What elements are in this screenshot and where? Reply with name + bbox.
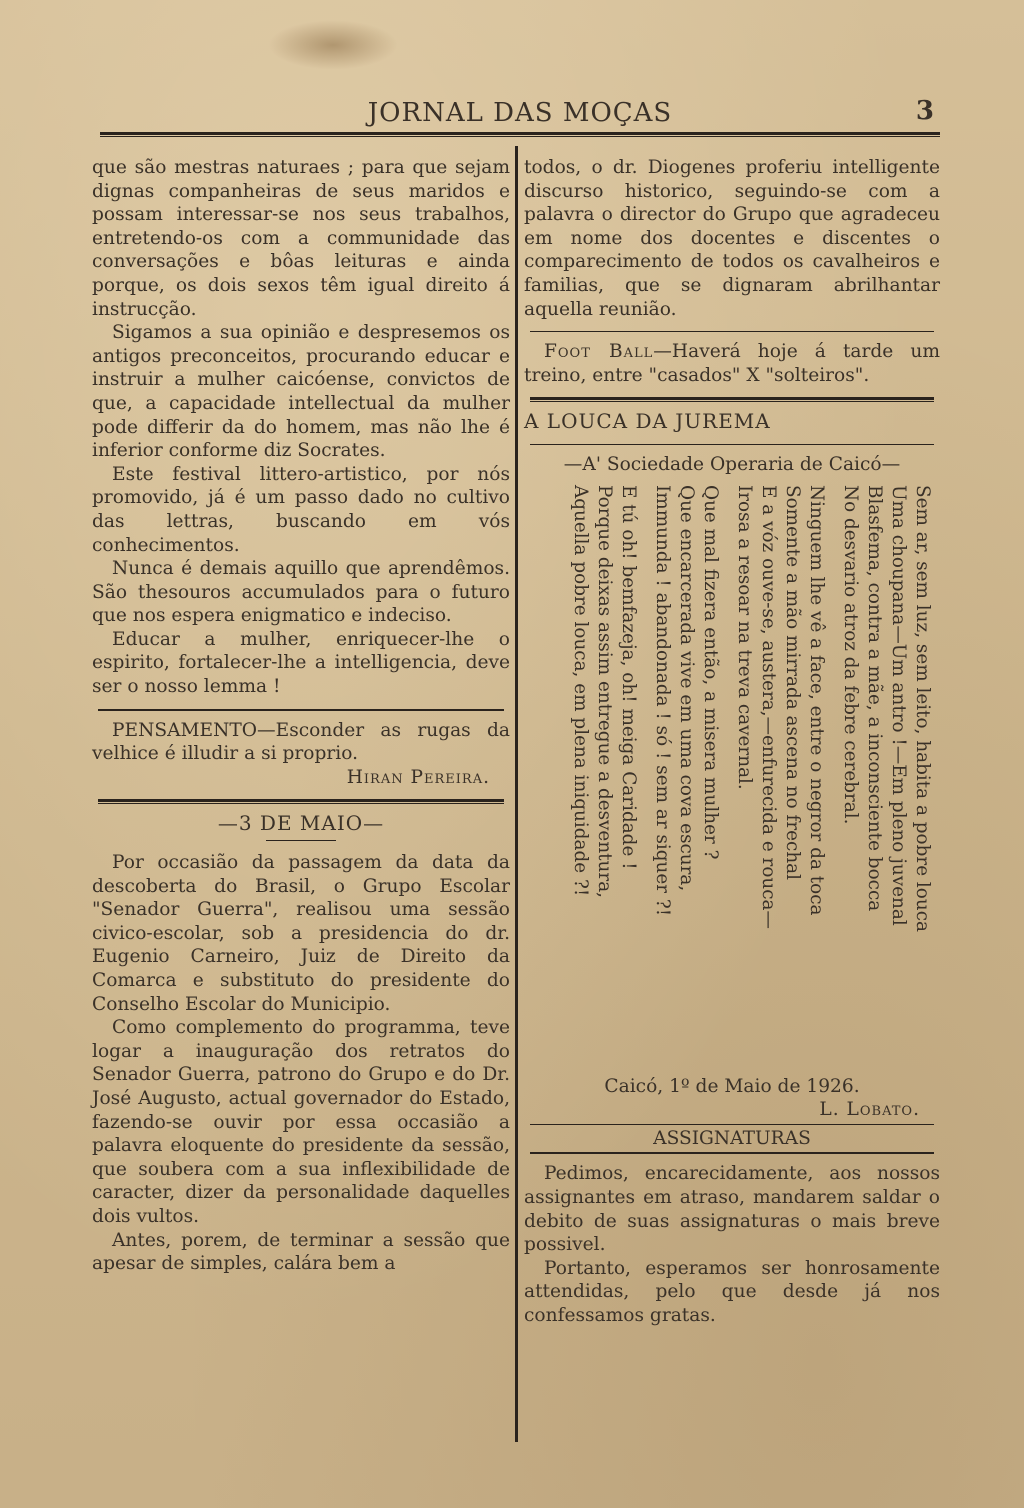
- page-header: [100, 92, 940, 138]
- poem-dedication: —A' Sociedade Operaria de Caicó—: [563, 453, 901, 475]
- article-paragraph: Antes, porem, de terminar a sessão que apesar de simples, calára bem a: [92, 1229, 510, 1275]
- right-column: [524, 156, 940, 1327]
- newspaper-title: JORNAL DAS MOÇAS: [367, 98, 673, 128]
- poem-stanza: [568, 485, 640, 1075]
- page-number: 3: [915, 96, 934, 126]
- poem-line: Uma choupana—Um antro !—Em pleno juvenal: [888, 484, 909, 926]
- football-text: —Haverá hoje á tarde um treino, entre "casados" X "solteiros".: [524, 341, 940, 386]
- poem-line: Immunda ! abandonada ! só ! sem ar siquer ?!: [652, 484, 673, 916]
- poem-body: [524, 485, 934, 1075]
- poem-line: Porque deixas assim entregue a desventura,: [594, 484, 615, 898]
- pensamento-author: Hiran Pereira.: [346, 766, 490, 788]
- poem-line: Irosa a resoar na treva cavernal.: [734, 484, 755, 790]
- maio-title: —3 DE MAIO—: [217, 811, 385, 836]
- poem-line: Sem ar, sem luz, sem leito, habita a pobre louca: [912, 484, 933, 932]
- section-rule: [530, 1152, 934, 1154]
- poem-author: L. Lobato.: [819, 1099, 920, 1121]
- poem-line: Ninguem lhe vê a face, entre o negror da toca: [806, 484, 827, 916]
- section-rule: [530, 1124, 934, 1125]
- poem-line: Blasfema, contra a mãe, a inconsciente bocca: [864, 484, 885, 911]
- article-paragraph: Como complemento do programma, teve logar a inauguração dos retratos do Senador Guerra, patrono do Grupo e do Dr. José Augusto, actual governador do Estado, fazendo-se ouvir por essa occasião a palavra eloquente do presidente da sessão, que soubera com a sua inflexibilidade de caracter, dizer da personalidade daquelles dois vultos.: [92, 1017, 510, 1227]
- pensamento-text: —Esconder as rugas da velhice é illudir a si proprio.: [92, 719, 510, 765]
- poem-line: E a vóz ouve-se, austera,—enfurecida e rouca—: [758, 484, 779, 929]
- paper-stain: [268, 20, 398, 70]
- poem-stanza: [732, 485, 828, 1075]
- assignaturas-title: ASSIGNATURAS: [653, 1127, 811, 1149]
- poem-line: Somente a mão mirrada ascena no frechal: [782, 484, 803, 880]
- article-paragraph: Educar a mulher, enriquecer-lhe o espirito, fortalecer-lhe a intelligencia, deve ser o nosso lemma !: [92, 628, 510, 698]
- article-paragraph: Este festival littero-artistico, por nós promovido, já é um passo dado no cultivo das lettras, buscando em vós conhecimentos.: [92, 463, 510, 556]
- poem-line: No desvario atroz da febre cerebral.: [840, 484, 861, 825]
- poem-line: Que mal fizera então, a misera mulher ?: [700, 484, 721, 860]
- poem-title: A LOUCA DA JUREMA: [524, 409, 771, 434]
- poem-line: Que encarcerada vive em uma cova escura,: [676, 484, 697, 891]
- article-paragraph: Sigamos a sua opinião e despresemos os antigos preconceitos, procurando educar e instruir a mulher caicóense, convictos de que, a capacidade intellectual da mulher pode differir da do homem, mas não lhe é inferior conforme diz Socrates.: [92, 322, 510, 462]
- poem-stanza: [650, 485, 722, 1075]
- article-paragraph: Por occasião da passagem da data da descoberta do Brasil, o Grupo Escolar "Senador Guerra", realisou uma sessão civico-escolar, sob a presidencia do dr. Eugenio Carneiro, Juiz de Direito da Comarca e substituto do presidente do Conselho Escolar do Municipio.: [92, 852, 510, 1015]
- football-label: Foot Ball: [544, 341, 654, 363]
- section-rule: [98, 709, 504, 711]
- left-column: [92, 156, 510, 1276]
- poem-line: Aquella pobre louca, em plena iniquidade ?!: [570, 484, 591, 896]
- section-rule: [530, 331, 934, 332]
- section-rule: [530, 397, 934, 402]
- poem-place-date: Caicó, 1º de Maio de 1926.: [604, 1075, 860, 1097]
- title-underline: [266, 840, 336, 841]
- football-note: [524, 340, 940, 387]
- pensamento-note: [92, 719, 510, 766]
- pensamento-label: PENSAMENTO: [112, 719, 258, 741]
- article-paragraph: Nunca é demais aquillo que aprendêmos. São thesouros accumulados para o futuro que nos espera enigmatico e indeciso.: [92, 558, 510, 627]
- title-underline: [530, 444, 934, 445]
- poem-stanza: [838, 485, 934, 1075]
- poem-line: E tú oh! bemfazeja, oh! meiga Caridade !: [618, 484, 639, 870]
- article-paragraph: todos, o dr. Diogenes proferiu intelligente discurso historico, seguindo-se com a palavra o director do Grupo que agradeceu em nome dos docentes e discentes o comparecimento de todos os cavalheiros e familias, que se dignaram abrilhantar aquella reunião.: [524, 157, 940, 320]
- section-rule: [98, 799, 504, 804]
- article-paragraph: que são mestras naturaes ; para que sejam dignas companheiras de seus maridos e possam interessar-se nos seus trabalhos, entretendo-os com a communidade das conversações e bôas leituras e ainda porque, os dois sexos têm igual direito á instrucção.: [92, 157, 510, 320]
- column-divider: [515, 146, 518, 1442]
- article-paragraph: Pedimos, encarecidamente, aos nossos assignantes em atraso, mandarem saldar o debito de suas assignaturas o mais breve possivel.: [524, 1163, 940, 1256]
- poem-rotated-block: [524, 485, 934, 1075]
- header-rule: [100, 132, 940, 137]
- article-paragraph: Portanto, esperamos ser honrosamente attendidas, pelo que desde já nos confessamos gratas.: [524, 1257, 940, 1326]
